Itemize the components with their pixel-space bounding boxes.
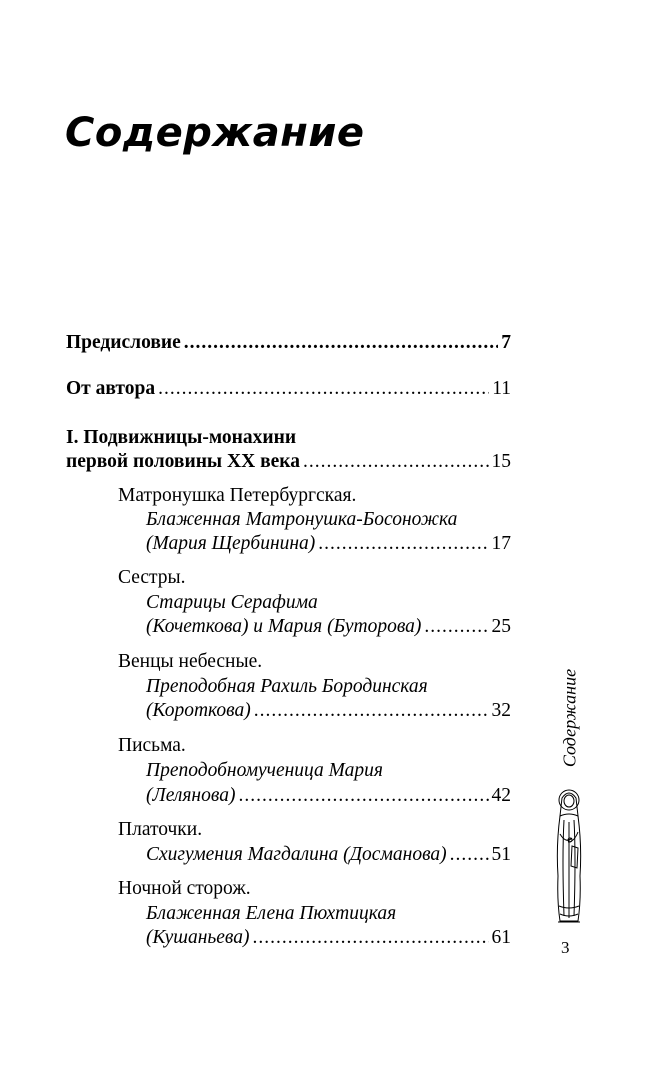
toc-entry-subtitle: (Кушаньева)	[146, 927, 250, 948]
saint-icon	[548, 786, 590, 926]
toc-leader-dots	[303, 450, 489, 474]
page-number: 3	[561, 938, 570, 957]
toc-entry-subtitle: Схигумения Магдалина (Досманова)	[146, 844, 447, 865]
toc-entry-heading: Платочки.	[118, 819, 203, 840]
toc-entry-subtitle: Преподобномученица Мария	[146, 760, 383, 781]
toc-item-preface[interactable]	[66, 331, 511, 355]
toc-item-title: От автора	[66, 378, 156, 399]
toc-item-title: первой половины XX века	[66, 451, 300, 472]
toc-item-page: 7	[501, 332, 511, 353]
toc-entry-row[interactable]	[146, 699, 511, 723]
toc-leader-dots	[318, 532, 488, 556]
toc-item-page: 11	[492, 378, 511, 399]
toc-entry-row[interactable]	[146, 784, 511, 808]
toc-entry-heading: Матронушка Петербургская.	[118, 485, 357, 506]
toc-item-page: 61	[491, 927, 511, 948]
toc-item-from-author[interactable]	[66, 377, 511, 401]
toc-entry-subtitle: Блаженная Елена Пюхтицкая	[146, 903, 397, 924]
running-header-label	[555, 668, 585, 768]
toc-entry-heading: Сестры.	[118, 567, 186, 588]
running-header-text: Содержание	[559, 668, 580, 768]
toc-section-title: I. Подвижницы-монахини	[66, 427, 297, 448]
toc-item-page: 32	[491, 700, 511, 721]
toc-entry-subtitle: Старицы Серафима	[146, 592, 318, 613]
toc-entry-subtitle: (Мария Щербинина)	[146, 533, 316, 554]
toc-item-page: 25	[491, 616, 511, 637]
toc-leader-dots	[450, 843, 489, 867]
toc-entry-subtitle: Блаженная Матронушка-Босоножка	[146, 509, 458, 530]
toc-item-page: 42	[491, 785, 511, 806]
toc-entry-row[interactable]	[146, 843, 511, 867]
page-title: Содержание	[65, 110, 365, 156]
toc-leader-dots	[184, 331, 498, 355]
toc-item-title: Предисловие	[66, 332, 181, 353]
toc-entry-row[interactable]	[146, 926, 511, 950]
toc-entry-subtitle: Преподобная Рахиль Бородинская	[146, 676, 428, 697]
toc-item-section1[interactable]	[66, 450, 511, 474]
toc-entry-subtitle: (Лелянова)	[146, 785, 236, 806]
toc-leader-dots	[238, 784, 488, 808]
toc-entry-heading: Письма.	[118, 735, 186, 756]
toc-leader-dots	[158, 377, 489, 401]
toc-entry-row[interactable]	[146, 532, 511, 556]
toc-leader-dots	[253, 926, 489, 950]
toc-item-page: 51	[491, 844, 511, 865]
toc-item-page: 17	[491, 533, 511, 554]
toc-entry-row[interactable]	[146, 615, 511, 639]
toc-entry-heading: Ночной сторож.	[118, 878, 251, 899]
toc-entry-heading: Венцы небесные.	[118, 651, 263, 672]
toc-entry-subtitle: (Кочеткова) и Мария (Буторова)	[146, 616, 422, 637]
toc-item-page: 15	[491, 451, 511, 472]
toc-entry-subtitle: (Короткова)	[146, 700, 251, 721]
toc-leader-dots	[254, 699, 489, 723]
toc-leader-dots	[424, 615, 488, 639]
